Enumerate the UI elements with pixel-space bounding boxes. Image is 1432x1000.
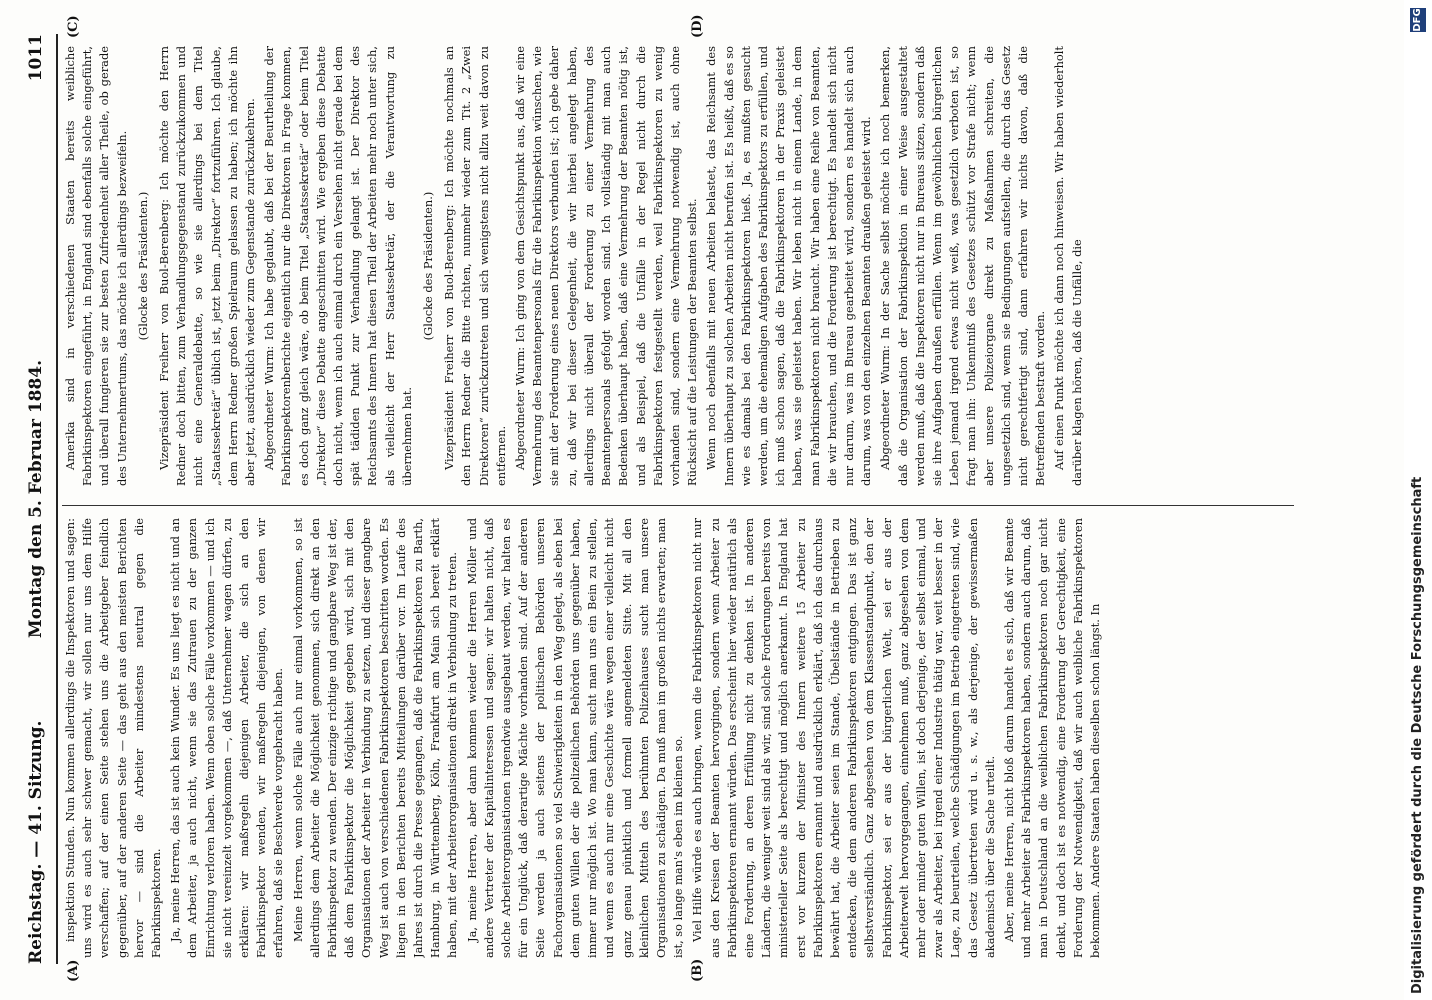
paragraph: Aber, meine Herren, nicht bloß darum handelt es sich, daß wir Beamte und mehr Arbeiter als Fabrikinspektoren haben, sondern auch darum, daß man in Deutschland an die weiblichen Fabrikinspektoren noch gar nicht denkt, und doch ist es notwendig, eine Forderung der Gerechtigkeit, eine Forderung der Notwendigkeit, daß wir auch weibliche Fabrikinspektoren bekommen. Andere Staaten haben dieselben schon längst. In	[1001, 518, 1102, 958]
paragraph: Ja, meine Herren, das ist auch kein Wunder. Es uns liegt es nicht und an dem Arbeiter, ja auch nicht, wenn sie das Zutrauen zu der ganzen Einrichtung verloren haben. Wenn oben solche Fälle vorkommen — und ich sie nicht vereinzelt vorgekommen —, daß Unternehmer wagen dürfen, zu erklären: wir maßregeln diejenigen Arbeiter, die sich an den Fabrikinspektor wenden, wir maßregeln diejenigen, von denen wir erfahren, daß sie Beschwerde vorgebracht haben.	[168, 518, 286, 958]
paragraph: Abgeordneter Wurm: Ich ging von dem Gesichtspunkt aus, daß wir eine Vermehrung des Beamtenpersonals für die Fabrikinspektion wünschen, wie sie mit der Forderung eines neuen Direktors verbunden ist; ich gebe daher zu, daß wir bei dieser Gelegenheit, die wir hierbei angelegt haben, allerdings nicht überall der Forderung zu einer Vermehrung des Beamtenpersonals gefolgt worden sind. Ich vollständig mit man auch Bedenken überhaupt haben, daß eine Vermehrung der Beamten nötig ist, und als Beispiel, daß die Unfälle in der Regel nicht durch die Fabrikinspektoren festgestellt werden, weil Fabrikinspektoren zu wenig vorhanden sind, sondern eine Vermehrung notwendig ist, auch ohne Rücksicht auf die Leistungen der Beamten selbst.	[513, 46, 700, 486]
paragraph: Amerika sind in verschiedenen Staaten bereits weibliche Fabrikinspektoren eingeführt, in England sind ebenfalls solche eingeführt, und überall fungieren sie zur besten Zufriedenheit aller Theile, ob gerade des Unternehmertums, das möchte ich allerdings bezweifeln.	[63, 46, 129, 486]
left-column	[62, 518, 1294, 958]
header-session: Reichstag. — 41. Sitzung.	[26, 720, 46, 964]
page-header	[26, 34, 52, 964]
paragraph: Abgeordneter Wurm: Ich habe geglaubt, daß bei der Beurtheilung der Fabrikinspektorenberichte eigentlich nur die Direktoren in Frage kommen, es doch ganz gleich wäre, ob beim Titel „Staatssekretär“ oder beim Titel „Direktor“ diese Debatte angeschnitten wird. Wie ergeben diese Debatte doch nicht, wenn ich auch einmal durch ein Versehen nicht gerade bei dem spät tädiden Punkt zur Verhandlung gelangt ist. Der Direktor des Reichsamts des Innern hat diesen Theil der Arbeiten mehr noch unter sich, als vielleicht der Herr Staatssekretär, der die Verantwortung zu übernehmen hat.	[262, 46, 414, 486]
paragraph: Viel Hilfe würde es auch bringen, wenn die Fabrikinspektoren nicht nur aus den Kreisen der Beamten hervorgingen, sondern wenn Arbeiter zu Fabrikinspektoren ernannt würden. Das erscheint hier wieder natürlich als eine Forderung, an deren Erfüllung nicht zu denken ist. In anderen Ländern, die weniger weit sind als wir, sind solche Forderungen bereits von ministerieller Seite als berechtigt und möglich anerkannt. In England hat erst vor kurzem der Minister des Innern weitere 15 Arbeiter zu Fabrikinspektoren ernannt und ausdrücklich erklärt, daß ich das durchaus bewährt hat, die Arbeiter seien im Stande, Übelstände in Betrieben zu entdecken, die dem anderen Fabrikinspektoren entgingen. Das ist ganz selbstverständlich. Ganz abgesehen von dem Klassenstandpunkt, den der Fabrikinspektor, sei er aus der bürgerlichen Welt, sei er aus der Arbeiterwelt hervorgegangen, einnehmen muß, ganz abgesehen von dem mehr oder minder guten Willen, ist doch derjenige, der selbst einmal, und zwar als Arbeiter, bei irgend einer Industrie thätig war, weit besser in der Lage, zu beurteilen, welche Schädigungen im Betrieb eingetreten sind, wie das Gesetz übertreten wird u. s. w., als derjenige, der gewissermaßen akademisch über die Sache urteilt.	[690, 518, 997, 958]
right-column	[62, 46, 1294, 486]
funding-note: Digitalisierung gefördert durch die Deutsche Forschungsgemeinschaft	[1410, 476, 1425, 994]
column-divider	[62, 505, 1294, 506]
paragraph: inspektion Stunden. Nun kommen allerdings die Inspektoren und sagen: uns wird es auch sehr schwer gemacht, wir sollen nur uns dem Hilfe verschaffen; auf der einen Seite stehen uns die Arbeitgeber feindlich gegenüber, auf der anderen Seite — das geht aus den meisten Berichten hervor — sind die Arbeiter mindestens neutral gegen die Fabrikinspektoren.	[63, 518, 164, 958]
paragraph: Meine Herren, wenn solche Fälle auch nur einmal vorkommen, so ist allerdings dem Arbeiter die Möglichkeit genommen, sich direkt an den Fabrikinspektor zu wenden. Der einzige richtige und gangbare Weg ist der, daß dem Fabrikinspektor die Möglichkeit gegeben wird, sich mit den Organisationen der Arbeiter in Verbindung zu setzen, und dieser gangbare Weg ist auch von verschiedenen Fabrikinspektoren beschritten worden. Es liegen in den Berichten bereits Mitteilungen darüber vor. Im Laufe des Jahres ist durch die Presse gegangen, daß die Fabrikinspektoren zu Barth, Hamburg, in Württemberg, Köln, Frankfurt am Main sich bereit erklärt haben, mit der Arbeiterorganisationen direkt in Verbindung zu treten.	[290, 518, 460, 958]
paragraph: Abgeordneter Wurm: In der Sache selbst möchte ich noch bemerken, daß die Organisation der Fabrikinspektion in einer Weise ausgestaltet werden muß, daß die Inspektoren nicht nur in Bureaus sitzen, sondern daß sie ihre Aufgaben draußen erfüllen. Wenn im gewöhnlichen bürgerlichen Leben jemand irgend etwas nicht weiß, was gesetzlich verboten ist, so fragt man ihn: Unkenntniß des Gesetzes schützt vor Strafe nicht; wenn aber unsere Polizeiorgane direkt zu Maßnahmen schreiten, die ungesetzlich sind, wenn sie Bedingungen aufstellen, die durch das Gesetz nicht gerechtfertigt sind, dann erfahren wir nichts davon, daß die Betreffenden bestraft worden.	[878, 46, 1048, 486]
paragraph: Wenn noch ebenfalls mit neuen Arbeiten belastet, das Reichsamt des Innern überhaupt zu solchen Arbeiten nicht berufen ist. Es heißt, daß es so wie es damals bei den Fabrikinspektoren hieß. Ja, es mußten gesucht werden, um die ehemaligen Aufgaben des Fabrikinspektors zu erfüllen, und ich muß schon sagen, daß die Fabrikinspektoren in der Praxis geleistet haben, was sie geleistet haben. Wir leben nicht in einem Lande, in dem man Fabrikinspektoren nicht braucht. Wir haben eine Reihe von Beamten, die wir brauchen, und die Forderung ist berechtigt. Es handelt sich nicht nur darum, was im Bureau gearbeitet wird, sondern es handelt sich auch darum, was von den einzelnen Beamten draußen geleistet wird.	[704, 46, 874, 486]
paragraph: Ja, meine Herren, aber dann kommen wieder die Herren Möller und andere Vertreter der Kapitalinteressen und sagen: wir halten nicht, daß solche Arbeiterorganisationen irgendwie ausgebaut werden, wir halten es für ein Unglück, daß derartige Mächte vorhanden sind. Auf der anderen Seite werden ja auch seitens der politischen Behörden unseren Fachorganisationen so viel Schwierigkeiten in den Weg gelegt, als eben bei dem guten Willen der die polizeilichen Behörden uns gegenüber haben, immer nur möglich ist. Wo man kann, sucht man uns ein Bein zu stellen, und wenn es auch nur eine Geschichte wäre wegen einer vielleicht nicht ganz genau pünktlich und formell angemeldeten Sitte. Mit all den kleinlichen Mitteln des berühmten Polizeihauses sucht man unsere Organisationen zu schädigen. Da muß man im großen nichts erwarten; man ist, so lange man's eben im kleinen so.	[464, 518, 686, 958]
stage-direction: (Glocke des Präsidenten.)	[421, 191, 436, 341]
header-rule	[56, 34, 58, 964]
paragraph: Vizepräsident Freiherr von Buol-Berenberg: Ich möchte den Herrn Redner doch bitten, zum Verhandlungsgegenstand zurückzukommen und nicht eine Generaldebatte, so wie sie allerdings bei dem Titel „Staatssekretär“ üblich ist, jetzt beim „Direktor“ fortzuführen. Ich glaube, dem Herrn Redner großen Spielraum gelassen zu haben; ich möchte ihn aber jetzt, ausdrücklich wieder zum Gegenstande zurückzukehren.	[157, 46, 258, 486]
paragraph: Auf einen Punkt möchte ich dann noch hinweisen. Wir haben wiederholt darüber klagen hören, daß die Unfälle, die	[1052, 46, 1084, 486]
dfg-logo-icon: DFG	[1410, 8, 1426, 32]
digitization-sidebar	[1404, 0, 1432, 1000]
paragraph: Vizepräsident Freiherr von Buol-Berenberg: Ich möchte nochmals an den Herrn Redner die Bitte richten, nunmehr wieder zum Tit. 2 „Zwei Direktoren“ zurückzutreten und sich wenigstens nicht allzu weit davon zu entfernen.	[442, 46, 508, 486]
margin-mark-a: (A)	[66, 959, 81, 982]
stage-direction: (Glocke des Präsidenten.)	[135, 191, 150, 341]
margin-mark-c: (C)	[66, 15, 81, 38]
margin-mark-b: (B)	[690, 958, 705, 982]
header-date: Montag den 5. Februar 1884.	[26, 359, 46, 639]
margin-mark-d: (D)	[690, 14, 705, 38]
page-number: 1011	[26, 34, 46, 82]
